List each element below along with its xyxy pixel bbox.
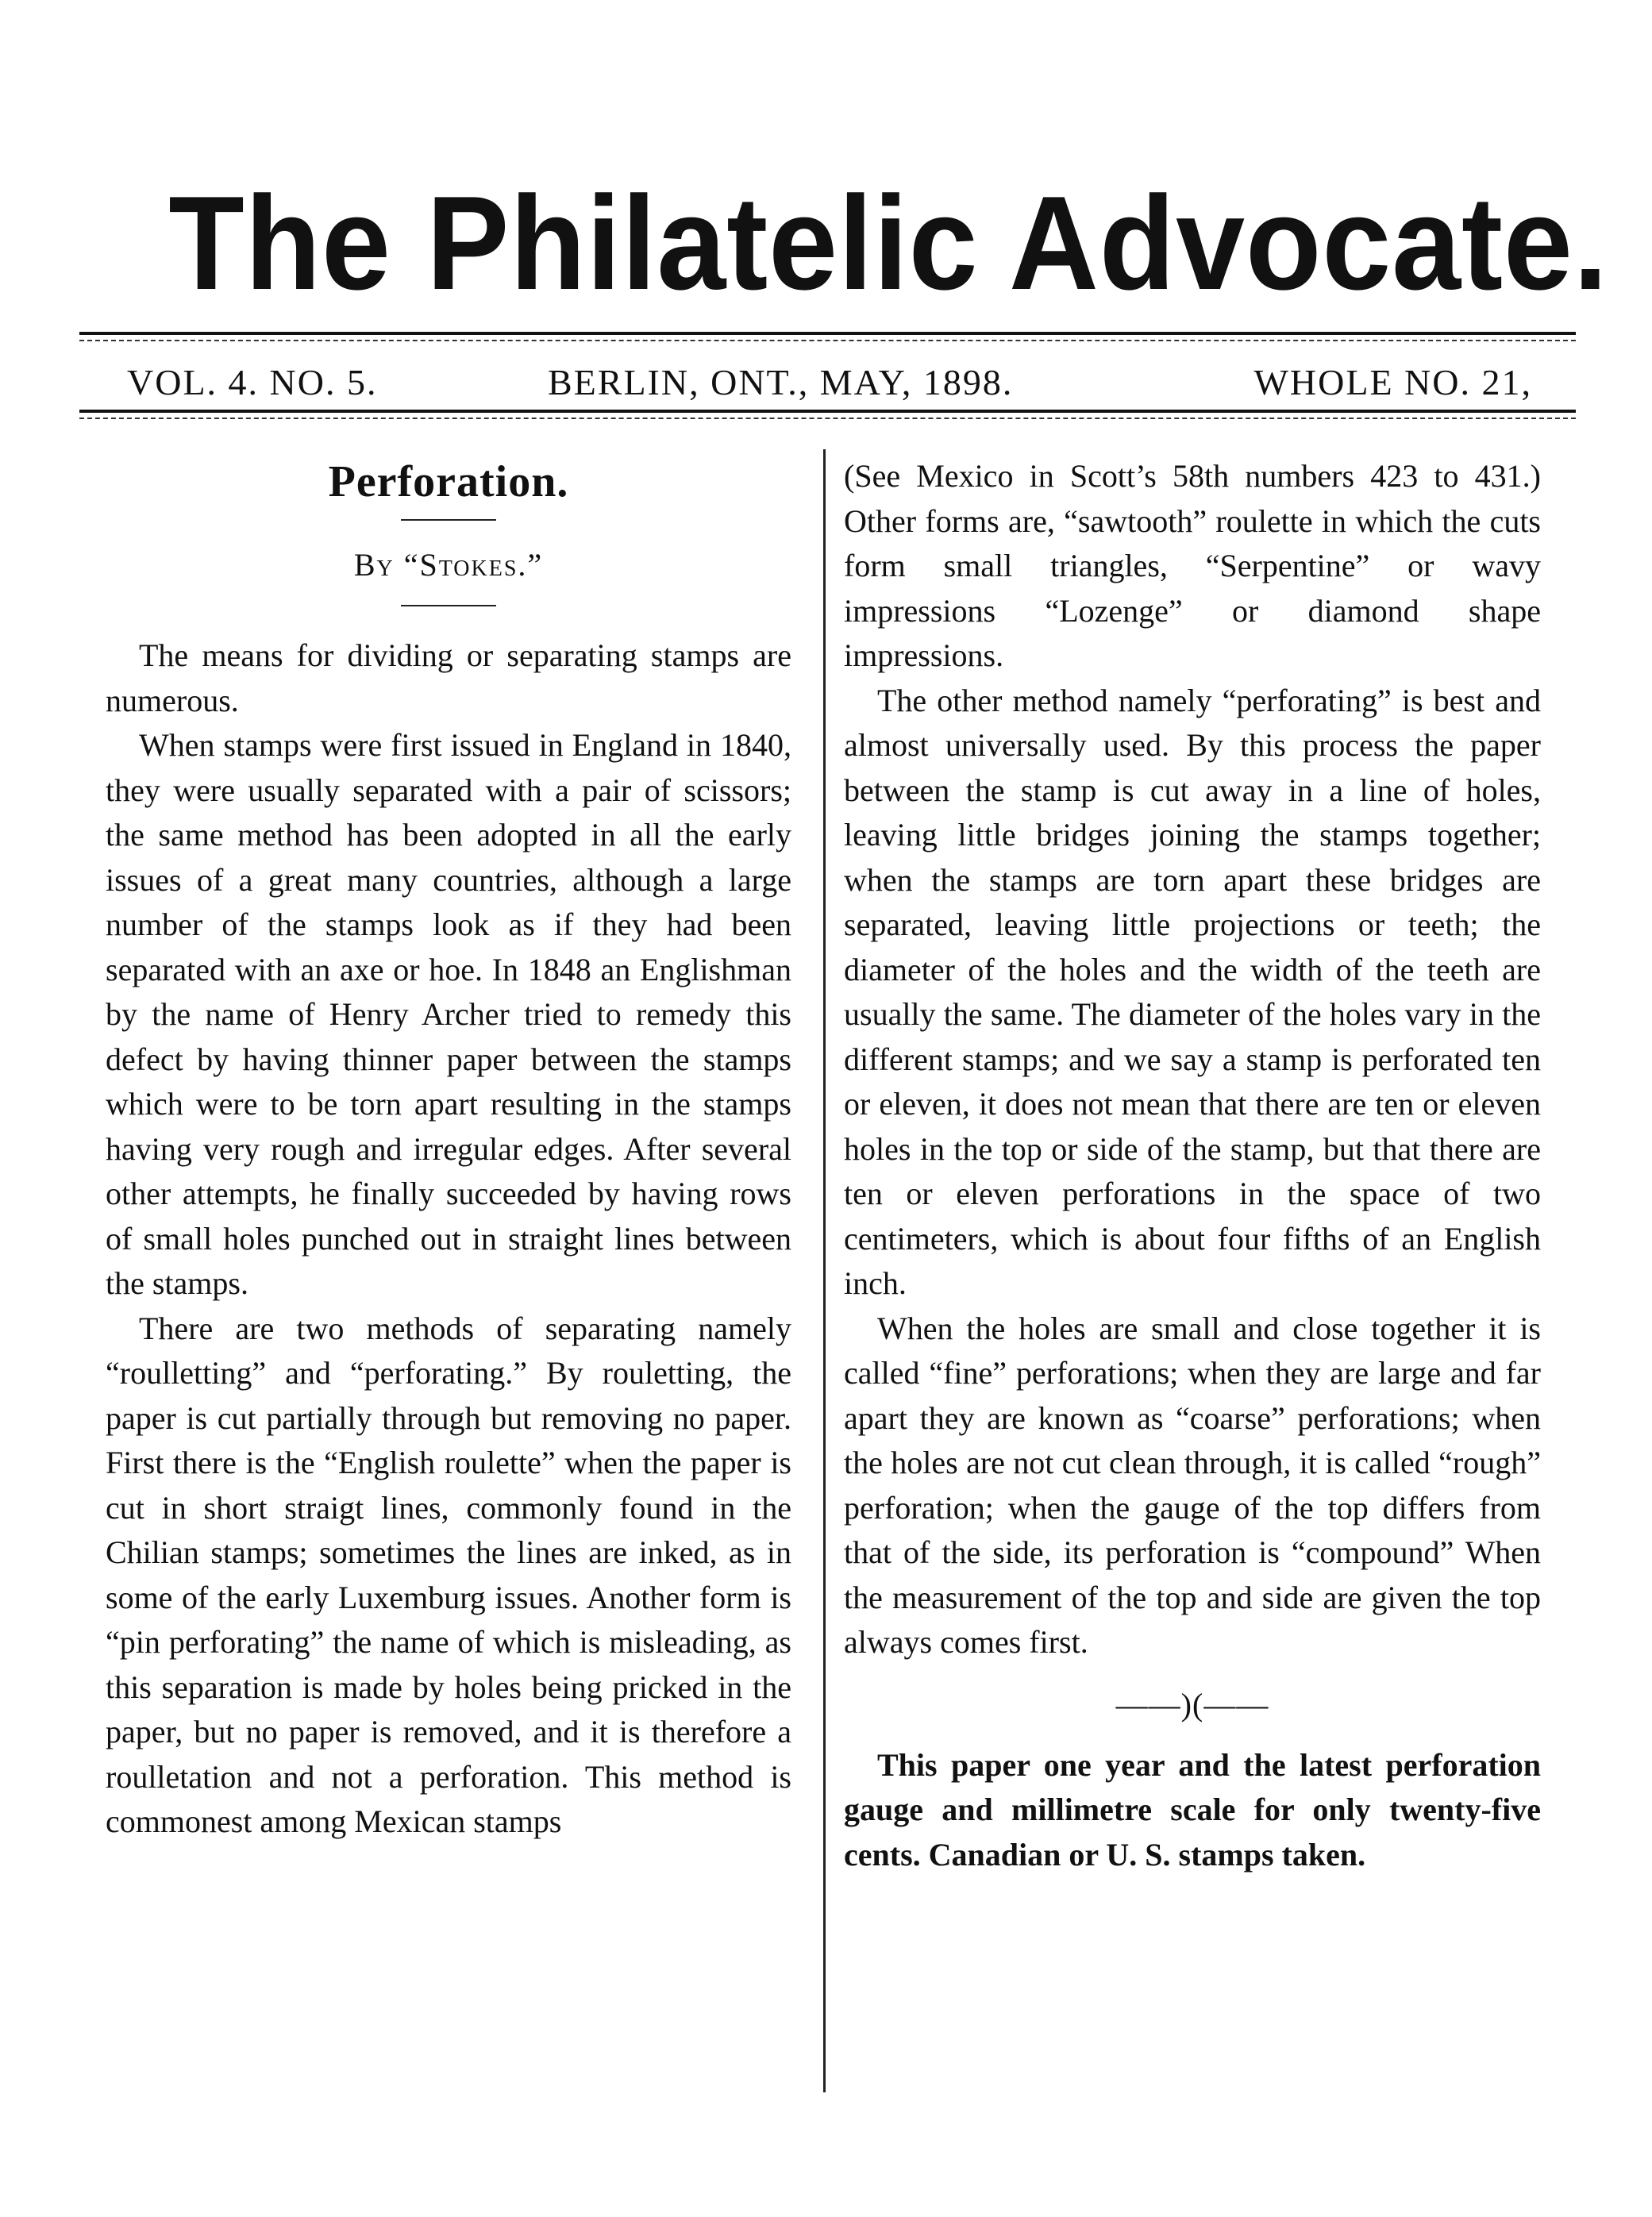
place-and-date: BERLIN, ONT., MAY, 1898.: [548, 362, 1014, 402]
dateline-rule-bottom: [79, 410, 1576, 419]
paragraph: There are two methods of separating namely “roulletting” and “perforating.” By rouletting, the paper is cut partially through but removing no paper. First there is the “English roulette” when the paper is cut in short straigt lines, commonly found in the Chilian stamps; sometimes the lines are inked, as in some of the early Luxemburg issues. Another form is “pin perforating” the name of which is misleading, as this separation is made by holes being pricked in the paper, but no paper is removed, and it is therefore a roulletation and not a perforation. This method is commonest among Mexican stamps: [106, 1310, 791, 1839]
masthead-title: The Philatelic Advocate.: [168, 168, 1609, 318]
left-column: [106, 454, 791, 1845]
paragraph: When the holes are small and close together it is called “fine” perforations; when they are large and far apart they are known as “coarse” perforations; when the holes are not cut clean through, it is called “rough” perforation; when the gauge of the top differs from that of the side, its perforation is “compound” When the measurement of the top and side are given the top always comes first.: [844, 1310, 1541, 1660]
dateline: [127, 361, 1532, 409]
paragraph: The other method namely “perforating” is best and almost universally used. By this process the paper between the stamp is cut away in a line of holes, leaving little bridges joining the stamps together; when the stamps are torn apart these bridges are separated, leaving little projections or teeth; the diameter of the holes and the width of the teeth are usually the same. The diameter of the holes vary in the different stamps; and we say a stamp is perforated ten or eleven, it does not mean that there are ten or eleven holes in the top or side of the stamp, but that there are ten or eleven perforations in the space of two centimeters, which is about four fifths of an English inch.: [844, 682, 1541, 1301]
volume-number: VOL. 4. NO. 5.: [127, 362, 378, 402]
paragraph: (See Mexico in Scott’s 58th numbers 423 to 431.) Other forms are, “sawtooth” roulette in which the cuts form small triangles, “Serpentine” or wavy impressions “Lozenge” or diamond shape impressions.: [844, 458, 1541, 673]
paragraph: When stamps were first issued in England in 1840, they were usually separated with a pair of scissors; the same method has been adopted in all the early issues of a great many countries, although a large number of the stamps look as if they had been separated with an axe or hoe. In 1848 an Englishman by the name of Henry Archer tried to remedy this defect by having thinner paper between the stamps which were to be torn apart resulting in the stamps having very rough and irregular edges. After several other attempts, he finally succeeded by having rows of small holes punched out in straight lines between the stamps.: [106, 727, 791, 1301]
byline-rule: [401, 605, 496, 606]
right-column: [844, 454, 1541, 1877]
subscription-advertisement: [844, 1743, 1541, 1878]
article-byline: By “Stokes.”: [353, 547, 544, 583]
column-divider: [823, 449, 826, 2092]
article-title: Perforation.: [328, 457, 569, 506]
title-rule: [401, 519, 496, 521]
masthead-rule-top: [79, 332, 1576, 341]
paragraph: The means for dividing or separating stamps are numerous.: [106, 637, 791, 718]
advertisement-text: This paper one year and the latest perforation gauge and millimetre scale for only twenty-five cents. Canadian or U. S. stamps taken.: [844, 1746, 1541, 1873]
section-ornament: ——)(——: [1115, 1686, 1269, 1722]
whole-number: WHOLE NO. 21,: [1253, 362, 1532, 402]
